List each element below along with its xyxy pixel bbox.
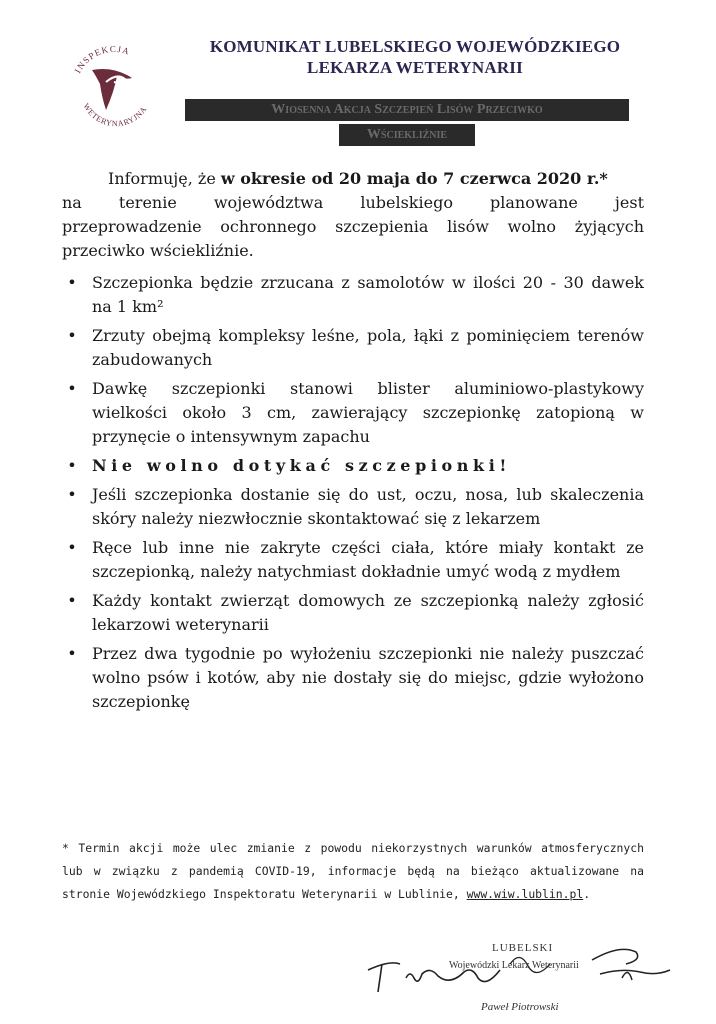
- list-item-text: Jeśli szczepionka dostanie się do ust, oczu, nosa, lub skaleczenia skóry należy niezwłocznie skontaktować się z lekarzem: [92, 485, 644, 528]
- intro-line-2: na terenie województwa lubelskiego planowane jest: [62, 193, 644, 212]
- bullet-icon: •: [67, 456, 77, 475]
- campaign-period: w okresie od 20 maja do 7 czerwca 2020 r.*: [220, 169, 608, 188]
- bullet-icon: •: [67, 485, 77, 504]
- title-line-2: LEKARZA WETERYNARII: [307, 58, 523, 77]
- bullet-icon: •: [67, 538, 77, 557]
- bullet-icon: •: [67, 326, 77, 345]
- list-item: [62, 589, 644, 637]
- list-item-warning: [62, 454, 644, 478]
- announcement-title: [150, 36, 680, 78]
- footnote-end: .: [583, 887, 591, 901]
- bullet-icon: •: [67, 273, 77, 292]
- stamp-line-2: Wojewódzki Lekarz Weterynarii: [449, 960, 579, 971]
- list-item-text: Dawkę szczepionki stanowi blister aluminiowo-plastykowy wielkości około 3 cm, zawierający szczepionkę zatopioną w przynęcie o intensywnym zapachu: [92, 379, 644, 446]
- footnote: [62, 837, 644, 906]
- logo-top-text: INSPEKCJA: [72, 43, 132, 75]
- campaign-banner: [185, 99, 629, 159]
- bullet-icon: •: [67, 644, 77, 663]
- intro-text: Informuję, że: [108, 169, 221, 188]
- bullet-icon: •: [67, 379, 77, 398]
- list-item: [62, 642, 644, 714]
- signer-name: Paweł Piotrowski: [481, 1001, 559, 1013]
- inspectorate-website-link[interactable]: www.wiw.lublin.pl: [466, 887, 584, 901]
- bullet-icon: •: [67, 591, 77, 610]
- logo-bottom-text: WETERYNARYJNA: [81, 101, 149, 129]
- list-item-text: Przez dwa tygodnie po wyłożeniu szczepionki nie należy puszczać wolno psów i kotów, aby nie dostały się do miejsc, gdzie wyłożono szczepionkę: [92, 644, 644, 711]
- svg-text:WETERYNARYJNA: [81, 102, 148, 129]
- list-item: [62, 324, 644, 372]
- intro-line-1: [62, 167, 644, 191]
- intro-line-4: przeciwko wściekliźnie.: [62, 241, 254, 260]
- warning-text: Nie wolno dotykać szczepionki!: [92, 456, 512, 475]
- title-line-1: KOMUNIKAT LUBELSKIEGO WOJEWÓDZKIEGO: [209, 37, 621, 56]
- intro-paragraph: [62, 167, 644, 263]
- banner-line-1: Wiosenna Akcja Szczepień Lisów Przeciwko: [185, 99, 629, 121]
- list-item: [62, 271, 644, 319]
- list-item: [62, 483, 644, 531]
- list-item-text: Ręce lub inne nie zakryte części ciała, które miały kontakt ze szczepionką, należy natychmiast dokładnie umyć wodą z mydłem: [92, 538, 644, 581]
- footnote-text: * Termin akcji może ulec zmianie z powodu niekorzystnych warunków atmosferycznych lub w związku z pandemią COVID-19, informacje będą na bieżąco aktualizowane na stronie Wojewódzkiego Inspektoratu Weterynarii w Lublinie,: [62, 841, 644, 901]
- intro-line-3: przeprowadzenie ochronnego szczepienia lisów wolno żyjących: [62, 217, 644, 236]
- list-item-text: Zrzuty obejmą kompleksy leśne, pola, łąki z pominięciem terenów zabudowanych: [92, 326, 644, 369]
- list-item-text: Szczepionka będzie zrzucana z samolotów w ilości 20 - 30 dawek na 1 km²: [92, 273, 644, 316]
- stamp-line-1: LUBELSKI: [492, 942, 554, 954]
- banner-line-2: Wściekliźnie: [339, 124, 475, 146]
- list-item: [62, 536, 644, 584]
- list-item: [62, 377, 644, 449]
- list-item-text: Każdy kontakt zwierząt domowych ze szczepionką należy zgłosić lekarzowi weterynarii: [92, 591, 644, 634]
- announcement-body: [62, 167, 644, 719]
- instruction-list: [62, 271, 644, 714]
